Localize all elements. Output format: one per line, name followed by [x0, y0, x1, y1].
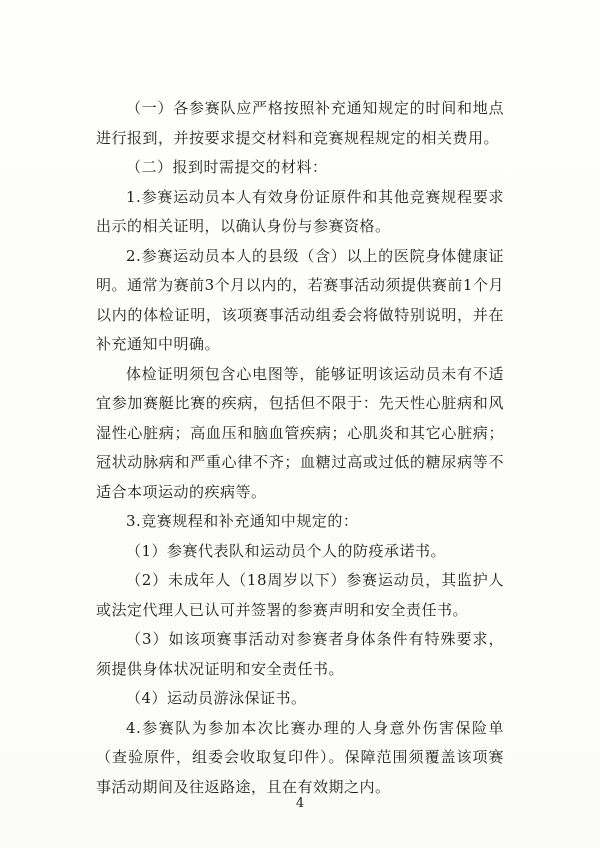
page-number: 4 — [295, 796, 305, 811]
paragraph-subitem-4: （4）运动员游泳保证书。 — [126, 689, 307, 707]
paragraph-subitem-3: （3）如该项赛事活动对参赛者身体条件有特殊要求，须提供身体状况证明和安全责任书。 — [96, 630, 504, 678]
document-body — [96, 94, 504, 802]
paragraph-subitem-1: （1）参赛代表队和运动员个人的防疫承诺书。 — [126, 541, 447, 560]
paragraph-subitem-2: （2）未成年人（18周岁以下）参赛运动员，其监护人或法定代理人已认可并签署的参赛声明和安全责任书。 — [96, 571, 504, 619]
paragraph-item-2-health: 2.参赛运动员本人的县级（含）以上的医院身体健康证明。通常为赛前3个月以内的，若赛事活动须提供赛前1个月以内的体检证明，该项赛事活动组委会将做特别说明，并在补充通知中明确。 — [96, 246, 504, 353]
paragraph-item-3-rules: 3.竞赛规程和补充通知中规定的： — [126, 512, 359, 530]
paragraph-item-1-id: 1.参赛运动员本人有效身份证原件和其他竞赛规程要求出示的相关证明，以确认身份与参赛资格。 — [96, 187, 504, 235]
paragraph-registration: （一）各参赛队应严格按照补充通知规定的时间和地点进行报到，并按要求提交材料和竞赛规程规定的相关费用。 — [96, 99, 504, 147]
paragraph-health-details: 体检证明须包含心电图等，能够证明该运动员未有不适宜参加赛艇比赛的疾病，包括但不限于：先天性心脏病和风湿性心脏病；高血压和脑血管疾病；心肌炎和其它心脏病；冠状动脉病和严重心律不齐；血糖过高或过低的糖尿病等不适合本项运动的疾病等。 — [96, 364, 504, 501]
paragraph-item-4-insurance: 4.参赛队为参加本次比赛办理的人身意外伤害保险单（查验原件，组委会收取复印件）。保障范围须覆盖该项赛事活动期间及往返路途，且在有效期之内。 — [96, 718, 504, 796]
paragraph-materials-heading: （二）报到时需提交的材料： — [126, 158, 328, 176]
